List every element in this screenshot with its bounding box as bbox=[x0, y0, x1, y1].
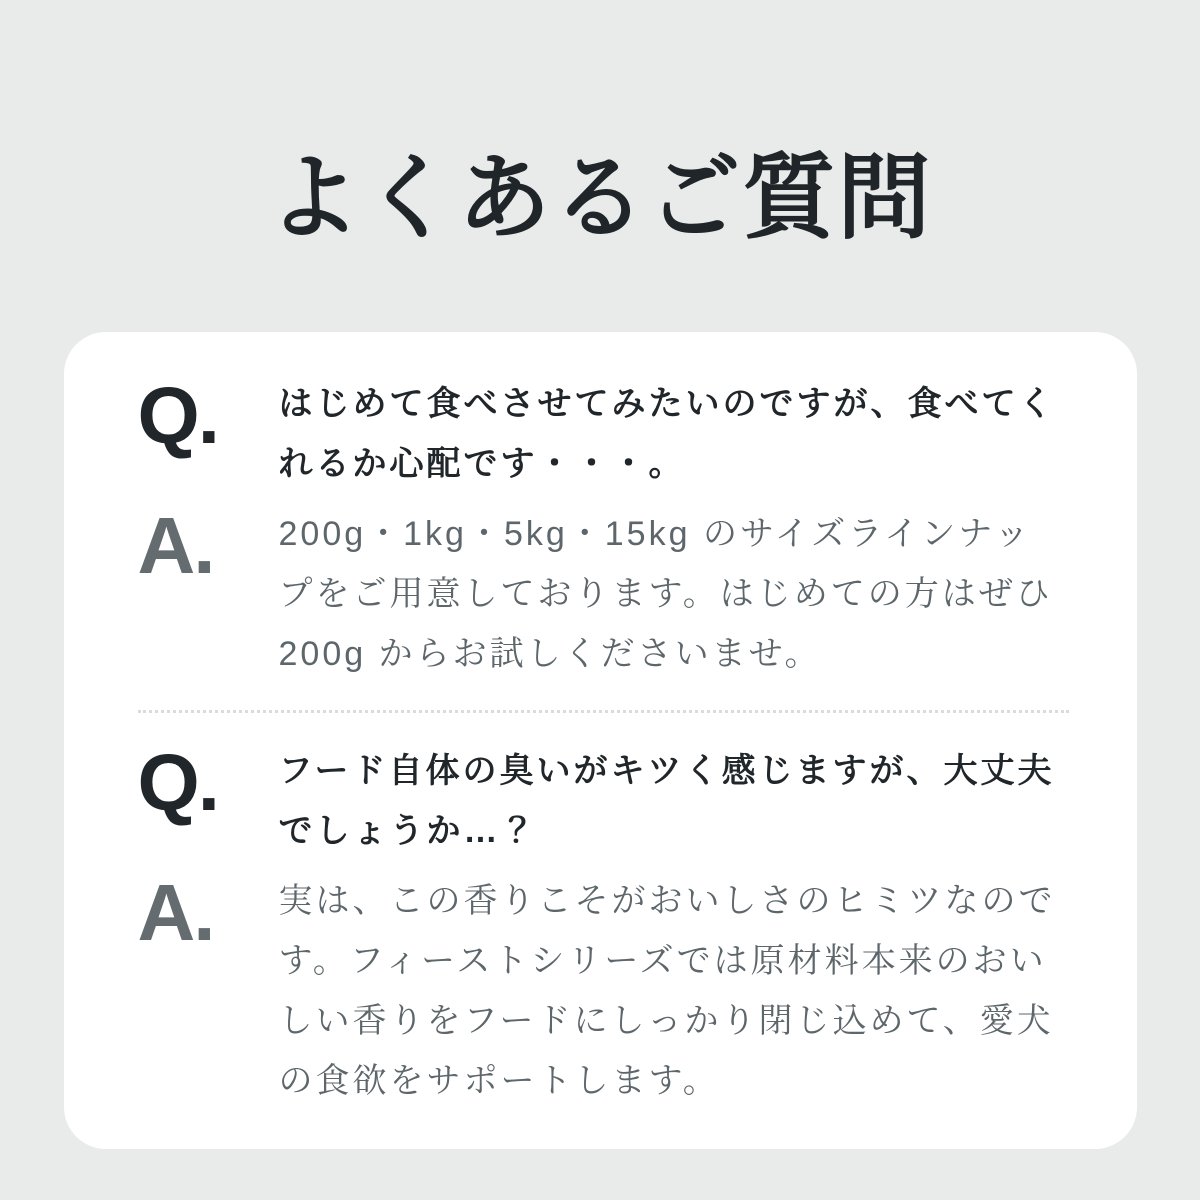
question-row bbox=[137, 738, 1069, 861]
page-title: よくあるご質問 bbox=[267, 146, 933, 250]
question-marker: Q. bbox=[137, 738, 218, 828]
answer-marker: A. bbox=[137, 501, 214, 591]
question-text: はじめて食べさせてみたいのですが、食べてくれるか心配です・・・。 bbox=[278, 385, 1056, 484]
answer-row bbox=[137, 501, 1069, 684]
question-row bbox=[137, 371, 1069, 494]
answer-text: 実は、この香りこそがおいしさのヒミツなのです。フィーストシリーズでは原材料本来のおいしい香りをフードにしっかり閉じ込めて、愛犬の食欲をサポートします。 bbox=[278, 882, 1056, 1101]
question-marker: Q. bbox=[137, 371, 218, 461]
faq-item-2 bbox=[137, 738, 1069, 1111]
faq-card bbox=[64, 332, 1137, 1149]
answer-row bbox=[137, 868, 1069, 1111]
dotted-divider bbox=[138, 710, 1069, 713]
answer-text: 200g・1kg・5kg・15kg のサイズラインナップをご用意しております。はじめての方はぜひ 200g からお試しくださいませ。 bbox=[278, 515, 1053, 674]
answer-marker: A. bbox=[137, 868, 214, 958]
faq-item-1 bbox=[137, 371, 1069, 684]
question-text: フード自体の臭いがキツく感じますが、大丈夫でしょうか…？ bbox=[278, 752, 1055, 851]
